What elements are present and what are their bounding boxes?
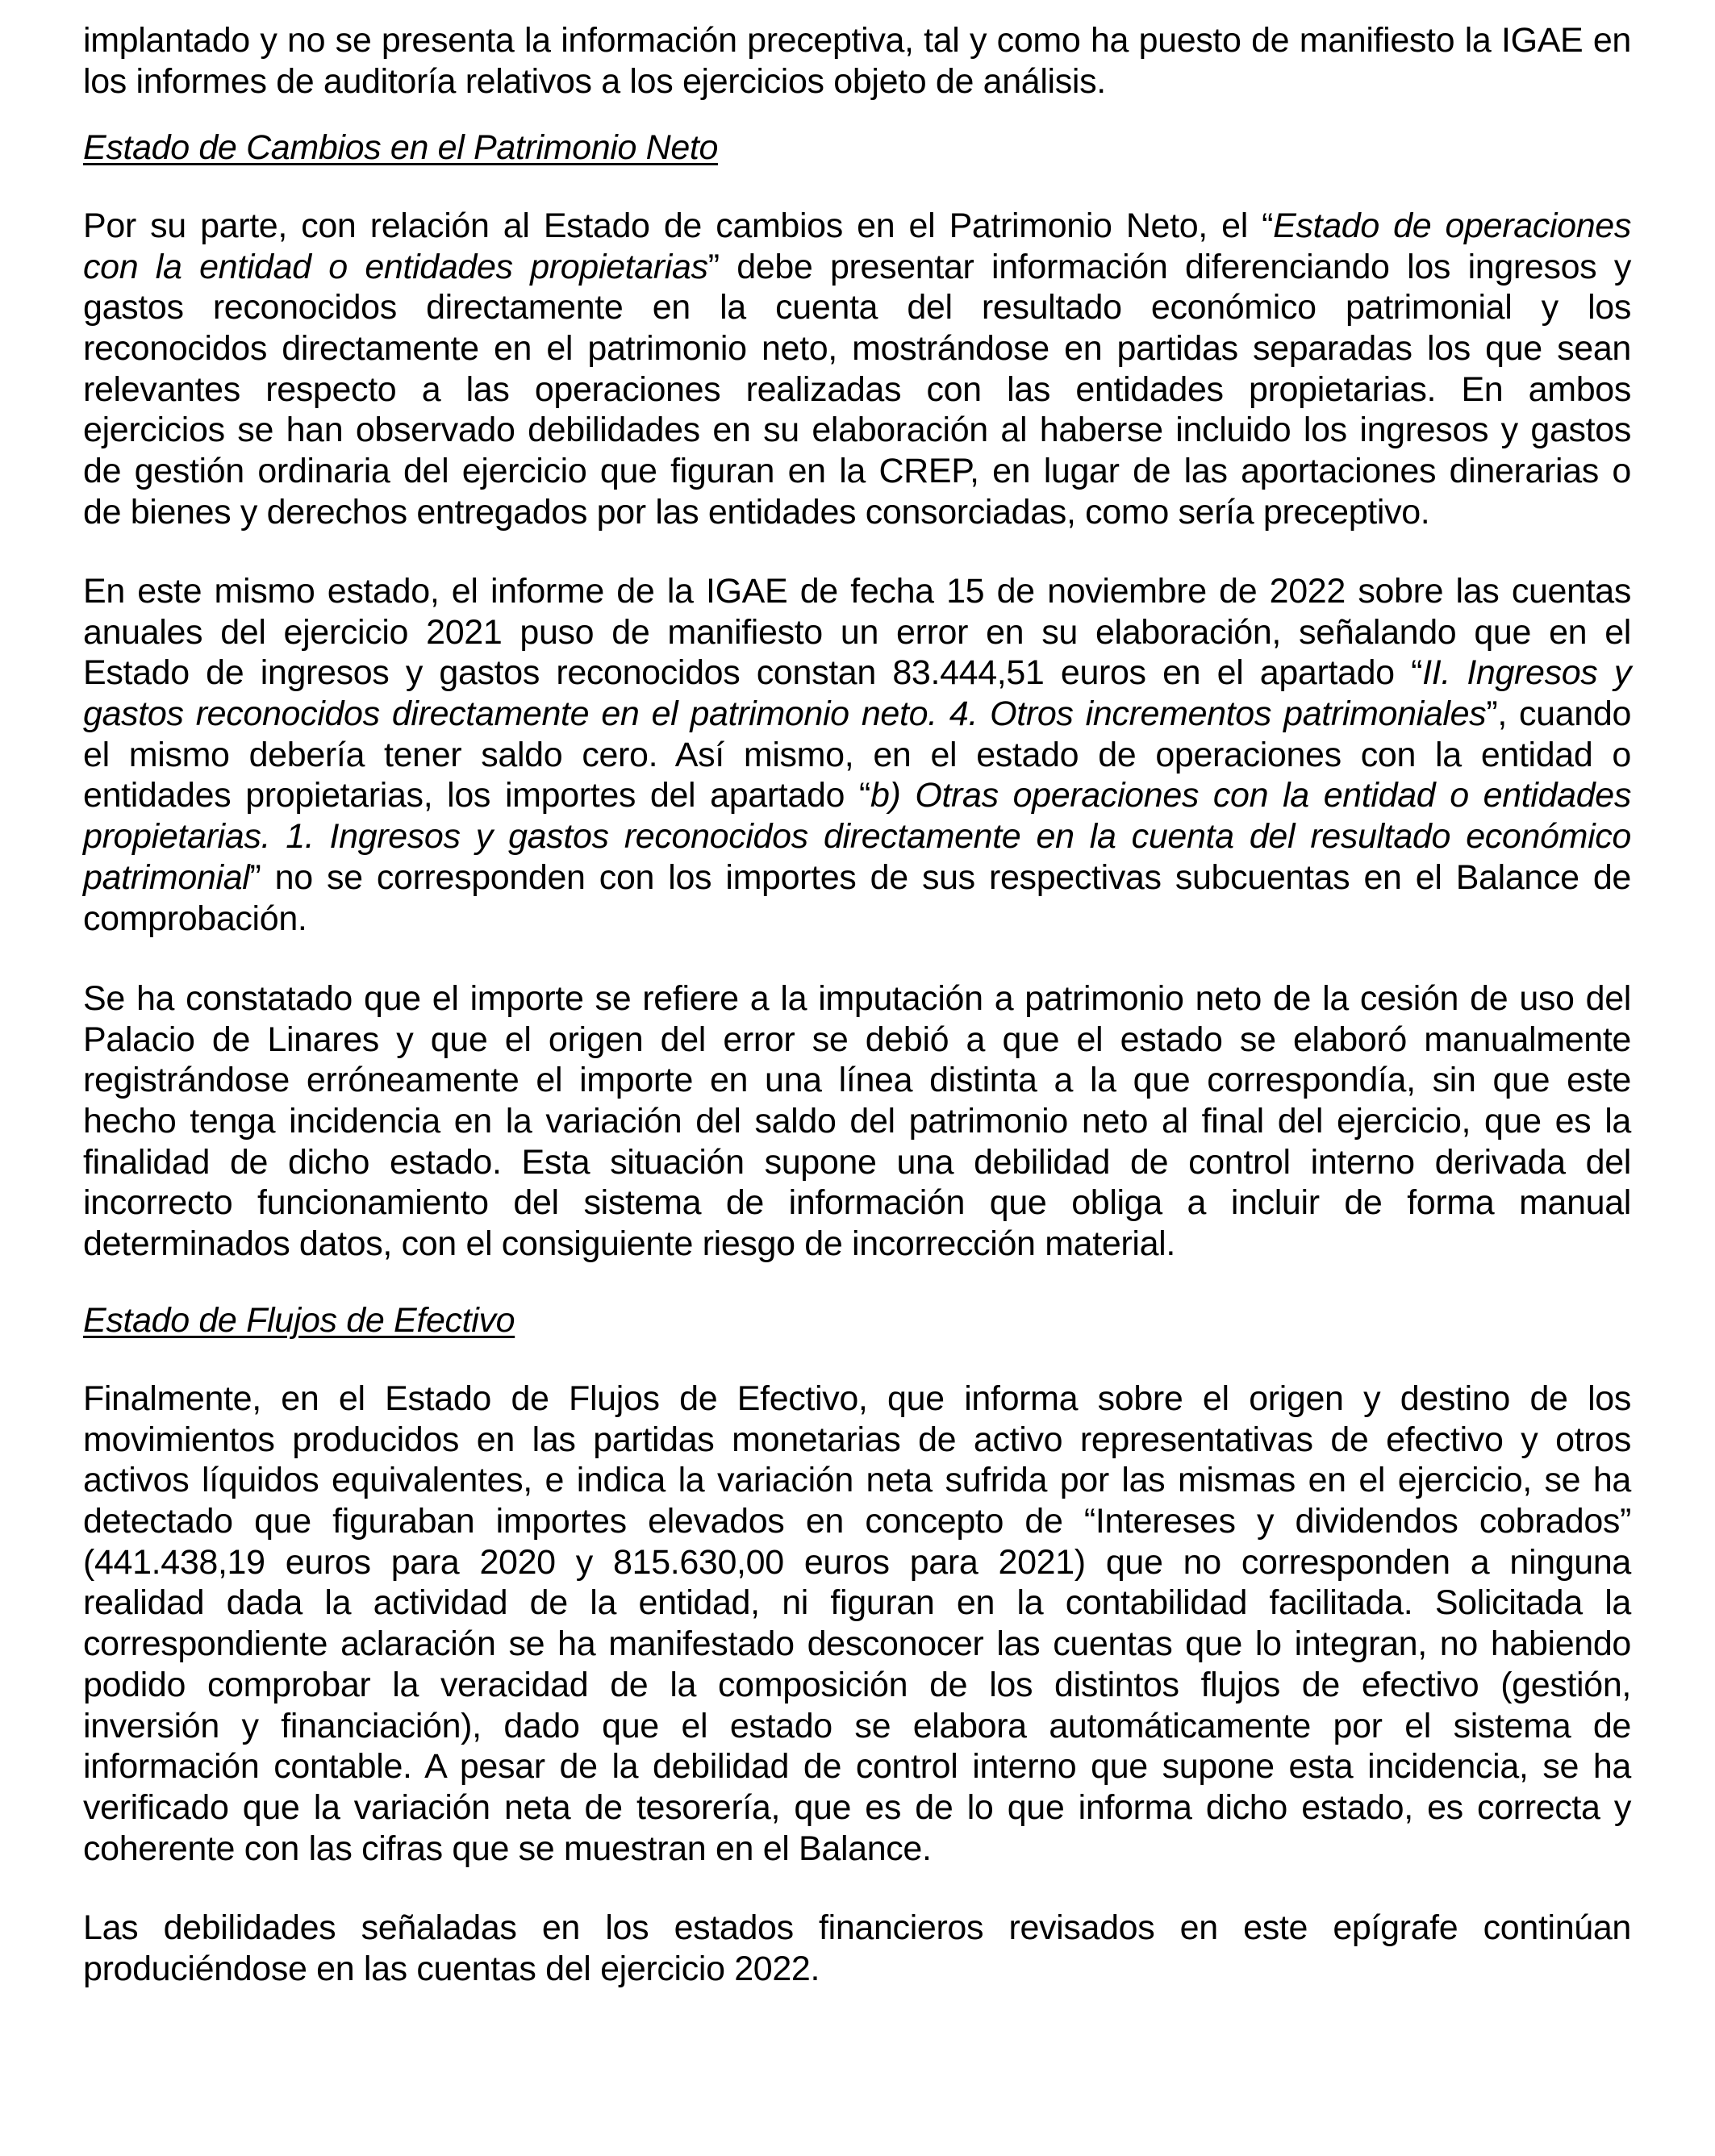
text-line [83, 206, 1631, 247]
text-run: determinados datos, con el consiguiente riesgo de incorrección material. [83, 1224, 1175, 1264]
text-run: detectado que figuraban importes elevados en concepto de “Intereses y dividendos cobrados” [83, 1502, 1631, 1541]
text-run: produciéndose en las cuentas del ejercicio 2022. [83, 1949, 820, 1988]
text-run: correspondiente aclaración se ha manifestado desconocer las cuentas que lo integran, no habiendo [83, 1624, 1631, 1664]
italic-text: II. Ingresos y [1422, 653, 1631, 693]
text-run: Se ha constatado que el importe se refiere a la imputación a patrimonio neto de la cesión de uso del [83, 979, 1631, 1018]
text-run: Por su parte, con relación al Estado de cambios en el Patrimonio Neto, el “ [83, 206, 1274, 245]
italic-text: propietarias. 1. Ingresos y gastos reconocidos directamente en la cuenta del resultado económico [83, 817, 1631, 857]
text-run: comprobación. [83, 899, 307, 938]
text-line [83, 899, 1631, 940]
text-run: realidad dada la actividad de la entidad, ni figuran en la contabilidad facilitada. Solicitada la [83, 1583, 1631, 1623]
text-line [83, 369, 1631, 411]
text-line [83, 287, 1631, 328]
text-run: reconocidos directamente en el patrimonio neto, mostrándose en partidas separadas los que sean [83, 329, 1631, 369]
heading-estado-cambios-patrimonio-neto: Estado de Cambios en el Patrimonio Neto [83, 128, 719, 167]
text-line [83, 1020, 1631, 1061]
text-line [83, 492, 1631, 533]
paragraph-estado-operaciones [83, 206, 1631, 533]
paragraph-palacio-linares [83, 978, 1631, 1265]
text-line [83, 1542, 1631, 1583]
section-heading-flujos-efectivo [83, 1300, 1631, 1341]
text-run: verificado que la variación neta de tesorería, que es de lo que informa dicho estado, es correcta y [83, 1787, 1631, 1827]
text-run: activos líquidos equivalentes, e indica la variación neta sufrida por las mismas en el ejercicio, se ha [83, 1461, 1631, 1500]
text-run: registrándose erróneamente el importe en una línea distinta a la que correspondía, sin que este [83, 1061, 1631, 1100]
text-line [83, 1224, 1631, 1265]
text-run: entidades propietarias, los importes del apartado “ [83, 776, 870, 815]
text-run: implantado y no se presenta la información preceptiva, tal y como ha puesto de manifiesto la IGAE en [83, 21, 1631, 60]
text-run: podido comprobar la veracidad de la composición de los distintos flujos de efectivo (gestión, [83, 1665, 1631, 1704]
intro-paragraph [83, 20, 1631, 102]
text-run: inversión y financiación), dado que el estado se elabora automáticamente por el sistema de [83, 1706, 1631, 1745]
italic-text: b) Otras operaciones con la entidad o entidades [870, 776, 1631, 815]
text-line [83, 612, 1631, 653]
text-line [83, 1101, 1631, 1142]
text-line [83, 1460, 1631, 1501]
text-run: coherente con las cifras que se muestran en el Balance. [83, 1829, 932, 1868]
text-line [83, 1060, 1631, 1101]
italic-text: gastos reconocidos directamente en el patrimonio neto. 4. Otros incrementos patrimoniales [83, 694, 1487, 734]
text-line [83, 1706, 1631, 1747]
text-run: el mismo debería tener saldo cero. Así mismo, en el estado de operaciones con la entidad o [83, 735, 1631, 774]
text-run: incorrecto funcionamiento del sistema de información que obliga a incluir de forma manual [83, 1183, 1631, 1223]
paragraph-conclusion [83, 1908, 1631, 1989]
text-line [83, 1583, 1631, 1624]
text-line [83, 571, 1631, 612]
italic-text: Estado de operaciones [1273, 206, 1631, 245]
text-run: Las debilidades señaladas en los estados financieros revisados en este epígrafe continúan [83, 1908, 1631, 1947]
text-line [83, 1787, 1631, 1829]
text-line [83, 1908, 1631, 1949]
text-run: los informes de auditoría relativos a los ejercicios objeto de análisis. [83, 61, 1106, 101]
text-run: ejercicios se han observado debilidades en su elaboración al haberse incluido los ingresos y gastos [83, 411, 1631, 450]
text-run: ”, cuando [1486, 694, 1632, 734]
text-line [83, 735, 1631, 776]
text-line [83, 1501, 1631, 1542]
text-line [83, 775, 1631, 816]
text-line [83, 451, 1631, 492]
text-run: En este mismo estado, el informe de la IGAE de fecha 15 de noviembre de 2022 sobre las cuentas [83, 572, 1631, 611]
text-line [83, 816, 1631, 857]
text-run: gastos reconocidos directamente en la cuenta del resultado económico patrimonial y los [83, 288, 1631, 327]
text-line [83, 978, 1631, 1020]
text-run: información contable. A pesar de la debilidad de control interno que supone esta incidencia, se ha [83, 1747, 1631, 1787]
text-line [83, 1624, 1631, 1665]
section-heading-patrimonio-neto [83, 127, 1631, 169]
text-run: relevantes respecto a las operaciones realizadas con las entidades propietarias. En ambos [83, 369, 1631, 409]
text-run: movimientos producidos en las partidas monetarias de activo representativas de efectivo y otros [83, 1420, 1631, 1459]
text-line [83, 694, 1631, 735]
text-line [83, 1665, 1631, 1706]
text-line [83, 1746, 1631, 1787]
text-line [83, 1829, 1631, 1870]
italic-text: patrimonial [83, 857, 250, 897]
text-run: Palacio de Linares y que el origen del error se debió a que el estado se elaboró manualmente [83, 1020, 1631, 1059]
text-line [83, 1378, 1631, 1420]
text-line [83, 653, 1631, 694]
text-line [83, 61, 1631, 102]
text-run: ” no se corresponden con los importes de sus respectivas subcuentas en el Balance de [249, 857, 1631, 897]
paragraph-flujos-efectivo [83, 1378, 1631, 1869]
paragraph-informe-igae [83, 571, 1631, 939]
text-run: (441.438,19 euros para 2020 y 815.630,00 euros para 2021) que no corresponden a ninguna [83, 1542, 1631, 1582]
text-run: de gestión ordinaria del ejercicio que figuran en la CREP, en lugar de las aportaciones dinerarias o [83, 452, 1631, 491]
text-run: ” debe presentar información diferenciando los ingresos y [707, 247, 1631, 286]
text-line [83, 1142, 1631, 1183]
heading-estado-flujos-efectivo: Estado de Flujos de Efectivo [83, 1301, 515, 1340]
text-line [83, 410, 1631, 451]
text-run: hecho tenga incidencia en la variación del saldo del patrimonio neto al final del ejercicio, que es la [83, 1102, 1631, 1141]
text-line [83, 1182, 1631, 1224]
text-line [83, 328, 1631, 369]
text-line [83, 1420, 1631, 1461]
text-line [83, 857, 1631, 899]
text-line [83, 20, 1631, 61]
text-line [83, 247, 1631, 288]
text-run: de bienes y derechos entregados por las entidades consorciadas, como sería preceptivo. [83, 492, 1430, 532]
text-run: Finalmente, en el Estado de Flujos de Efectivo, que informa sobre el origen y destino de los [83, 1379, 1631, 1418]
text-run: Estado de ingresos y gastos reconocidos constan 83.444,51 euros en el apartado “ [83, 653, 1423, 693]
text-run: anuales del ejercicio 2021 puso de manifiesto un error en su elaboración, señalando que en el [83, 612, 1631, 652]
italic-text: con la entidad o entidades propietarias [83, 247, 708, 286]
text-run: finalidad de dicho estado. Esta situación supone una debilidad de control interno derivada del [83, 1142, 1631, 1182]
text-line [83, 1949, 1631, 1990]
